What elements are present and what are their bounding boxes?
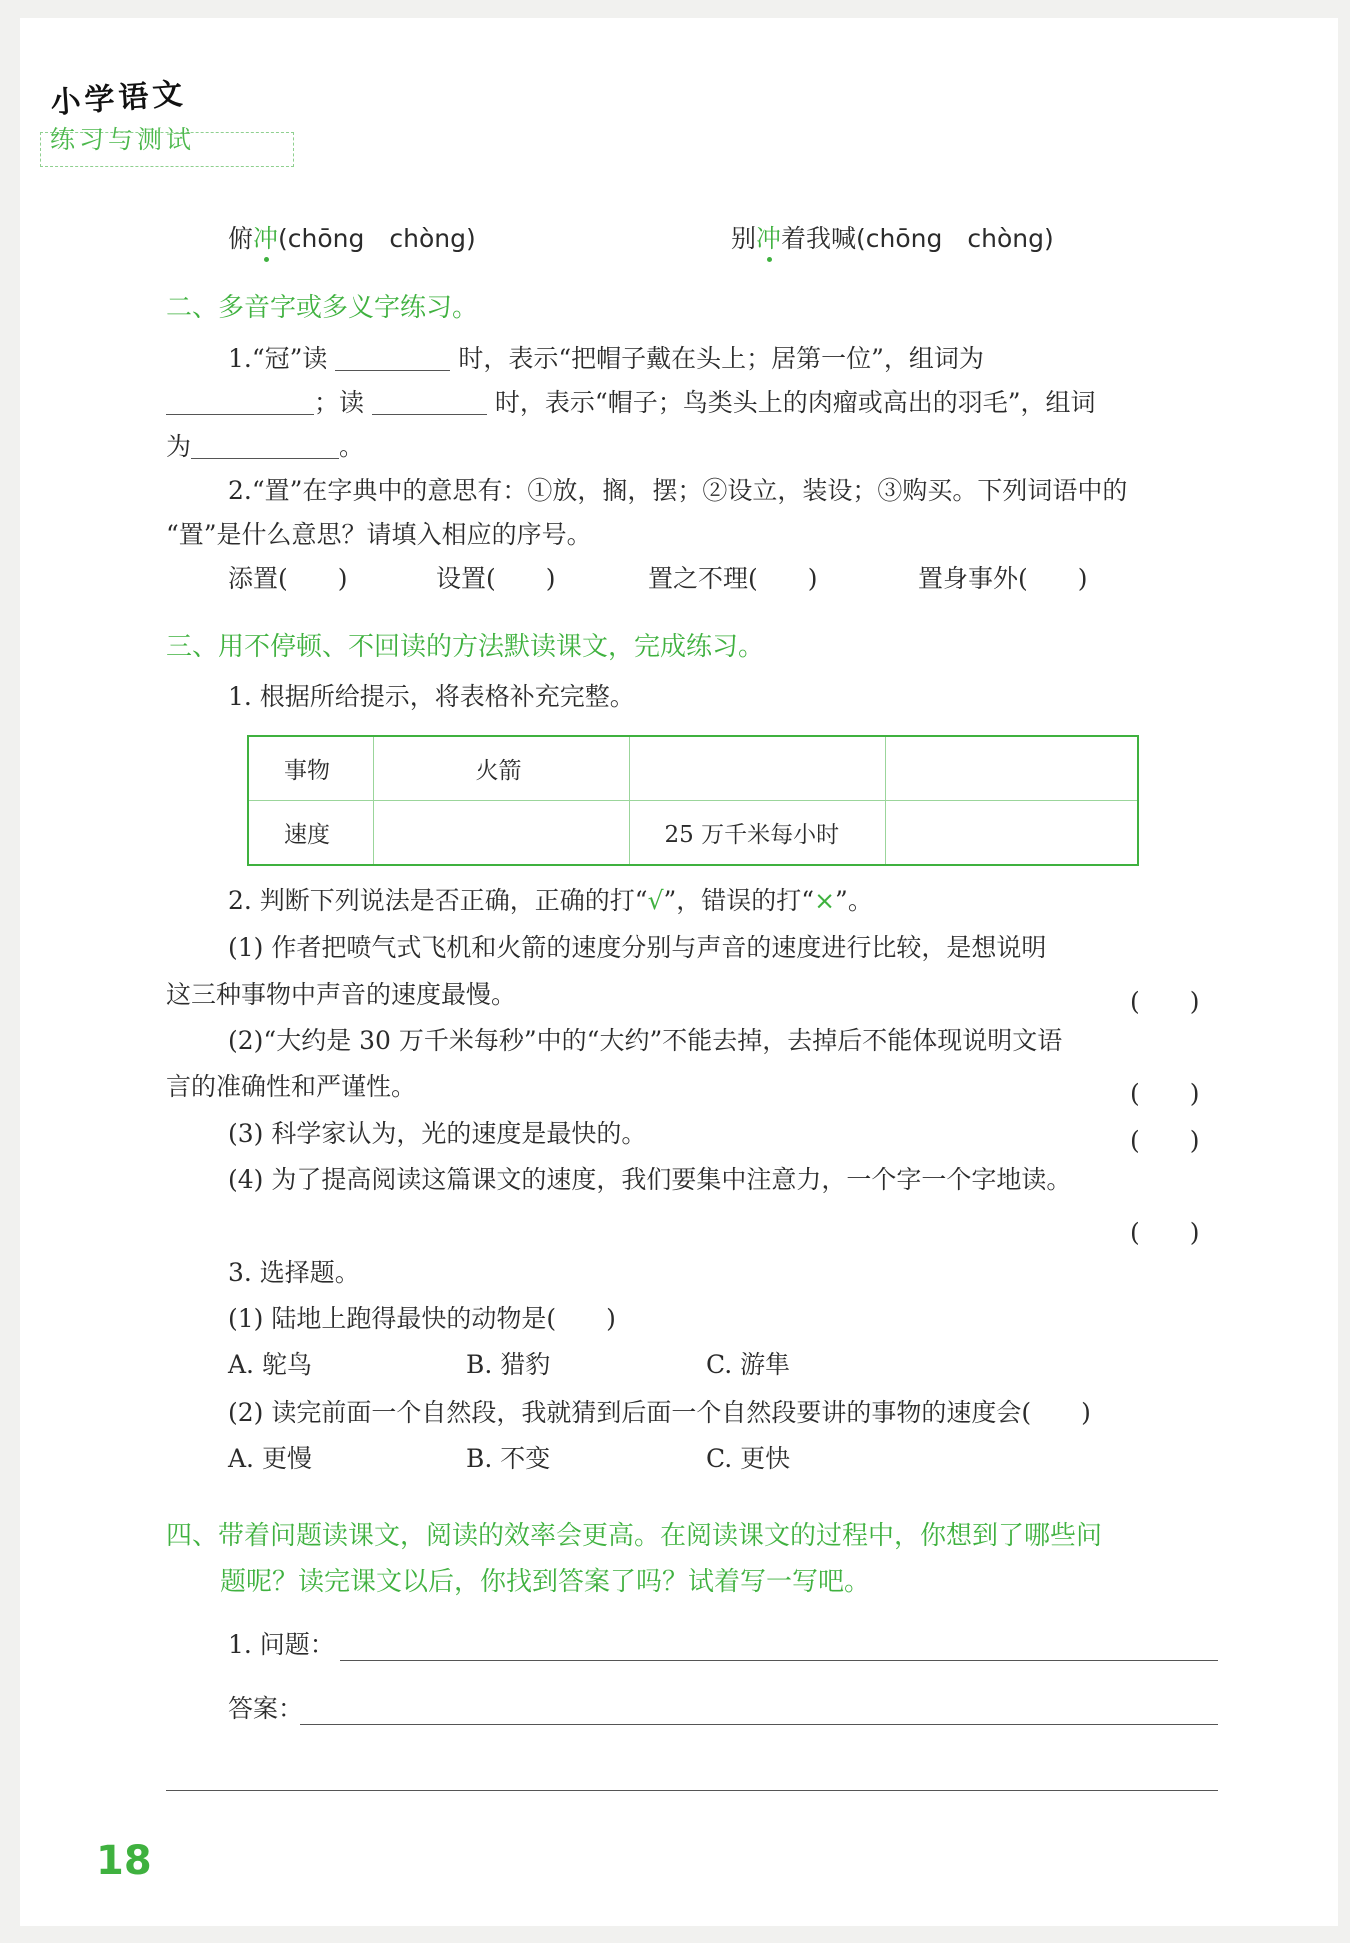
answer-label: 答案：	[228, 1694, 304, 1723]
page-number: 18	[96, 1838, 152, 1884]
s2-q1-blank-word1[interactable]	[166, 414, 314, 415]
cross-mark-icon: ×	[814, 886, 836, 915]
pinyin-item-2-pre: 别	[731, 224, 757, 253]
s2-q1-text-a: 1.“冠”读	[228, 344, 328, 373]
choice-2-option-b[interactable]: B. 不变	[466, 1444, 551, 1473]
pinyin-item-1-pre: 俯	[228, 224, 254, 253]
section4-heading-line1: 四、带着问题读课文，阅读的效率会更高。在阅读课文的过程中，你想到了哪些问	[166, 1521, 1103, 1551]
table-cell: 火箭	[373, 736, 629, 801]
judge-4-line: (4) 为了提高阅读这篇课文的速度，我们要集中注意力，一个字一个字地读。	[228, 1165, 1072, 1194]
s2-q2-line1: 2.“置”在字典中的意思有：①放，搁，摆；②设立，装设；③购买。下列词语中的	[228, 476, 1128, 505]
speed-table	[247, 735, 1139, 866]
table-cell: 速度	[248, 801, 373, 866]
s2-q1-text-c: ；读	[314, 388, 365, 417]
judge-2-line1: (2)“大约是 30 万千米每秒”中的“大约”不能去掉，去掉后不能体现说明文语	[228, 1026, 1063, 1055]
s2-q1-line2	[166, 390, 1096, 415]
s3-q1: 1. 根据所给提示，将表格补充完整。	[228, 682, 635, 711]
table-row	[248, 801, 1138, 866]
judge-2-line2: 言的准确性和严谨性。	[166, 1072, 417, 1101]
table-row	[248, 736, 1138, 801]
judge-1-line1: (1) 作者把喷气式飞机和火箭的速度分别与声音的速度进行比较，是想说明	[228, 933, 1047, 962]
table-cell-blank[interactable]	[373, 801, 629, 866]
s2-q1-text-d: 时，表示“帽子；鸟类头上的肉瘤或高出的羽毛”，组词	[494, 388, 1096, 417]
s2-word-4[interactable]: 置身事外( )	[918, 564, 1088, 593]
s2-q1-text-b: 时，表示“把帽子戴在头上；居第一位”，组词为	[458, 344, 984, 373]
judge-1-answer[interactable]: ( )	[1130, 987, 1200, 1016]
s3-q2-text-c: ”。	[835, 886, 873, 915]
pinyin-item-1	[228, 226, 476, 251]
s3-q2-text-a: 2. 判断下列说法是否正确，正确的打“	[228, 886, 648, 915]
answer-line-2[interactable]	[166, 1790, 1218, 1791]
choice-2-question: (2) 读完前面一个自然段，我就猜到后面一个自然段要讲的事物的速度会( )	[228, 1398, 1091, 1427]
s3-q2-text-b: ”，错误的打“	[663, 886, 815, 915]
judge-1-line2: 这三种事物中声音的速度最慢。	[166, 980, 517, 1009]
choice-1-question: (1) 陆地上跑得最快的动物是( )	[228, 1304, 616, 1333]
s2-q1-blank-reading2[interactable]	[372, 414, 487, 415]
question-answer-line[interactable]	[340, 1660, 1218, 1661]
s2-q1-line1	[228, 346, 984, 371]
table-cell-blank[interactable]	[885, 736, 1138, 801]
judge-4-answer[interactable]: ( )	[1130, 1218, 1200, 1247]
table-cell: 事物	[248, 736, 373, 801]
choice-1-option-b[interactable]: B. 猎豹	[466, 1350, 551, 1379]
judge-3-answer[interactable]: ( )	[1130, 1126, 1200, 1155]
section4-heading-line2: 题呢？读完课文以后，你找到答案了吗？试着写一写吧。	[220, 1567, 871, 1597]
s3-q3: 3. 选择题。	[228, 1258, 360, 1287]
s3-q2	[228, 888, 873, 913]
pinyin-item-2-char: 冲	[756, 224, 782, 253]
section2-heading: 二、多音字或多义字练习。	[166, 293, 479, 323]
brand-subtitle: 练习与测试	[50, 125, 196, 154]
s2-q1-blank-word2[interactable]	[191, 458, 339, 459]
judge-2-answer[interactable]: ( )	[1130, 1079, 1200, 1108]
table-cell-blank[interactable]	[629, 736, 885, 801]
s2-q1-blank-reading1[interactable]	[335, 370, 450, 371]
choice-1-option-a[interactable]: A. 鸵鸟	[228, 1350, 312, 1379]
judge-3-line: (3) 科学家认为，光的速度是最快的。	[228, 1119, 647, 1148]
s2-q1-text-f: 。	[339, 432, 365, 461]
pinyin-item-2-options: (chōng chòng)	[856, 224, 1054, 253]
pinyin-item-1-char: 冲	[253, 224, 279, 253]
question-label: 1. 问题：	[228, 1630, 335, 1659]
choice-1-option-c[interactable]: C. 游隼	[706, 1350, 791, 1379]
brand-title: 小学语文	[49, 76, 188, 122]
table-cell: 25 万千米每小时	[629, 801, 885, 866]
answer-line-1[interactable]	[300, 1724, 1218, 1725]
choice-2-option-a[interactable]: A. 更慢	[228, 1444, 312, 1473]
s2-word-2[interactable]: 设置( )	[436, 564, 556, 593]
s2-q1-line3	[166, 434, 364, 459]
choice-2-option-c[interactable]: C. 更快	[706, 1444, 791, 1473]
table-cell-blank[interactable]	[885, 801, 1138, 866]
pinyin-item-2	[731, 226, 1054, 251]
s2-word-1[interactable]: 添置( )	[228, 564, 348, 593]
section3-heading: 三、用不停顿、不回读的方法默读课文，完成练习。	[166, 632, 765, 662]
s2-q1-text-e: 为	[166, 432, 192, 461]
check-mark-icon: √	[647, 886, 664, 915]
pinyin-item-1-options: (chōng chòng)	[278, 224, 476, 253]
s2-word-3[interactable]: 置之不理( )	[648, 564, 818, 593]
pinyin-item-2-post: 着我喊	[781, 224, 857, 253]
s2-q2-line2: “置”是什么意思？请填入相应的序号。	[166, 520, 592, 549]
